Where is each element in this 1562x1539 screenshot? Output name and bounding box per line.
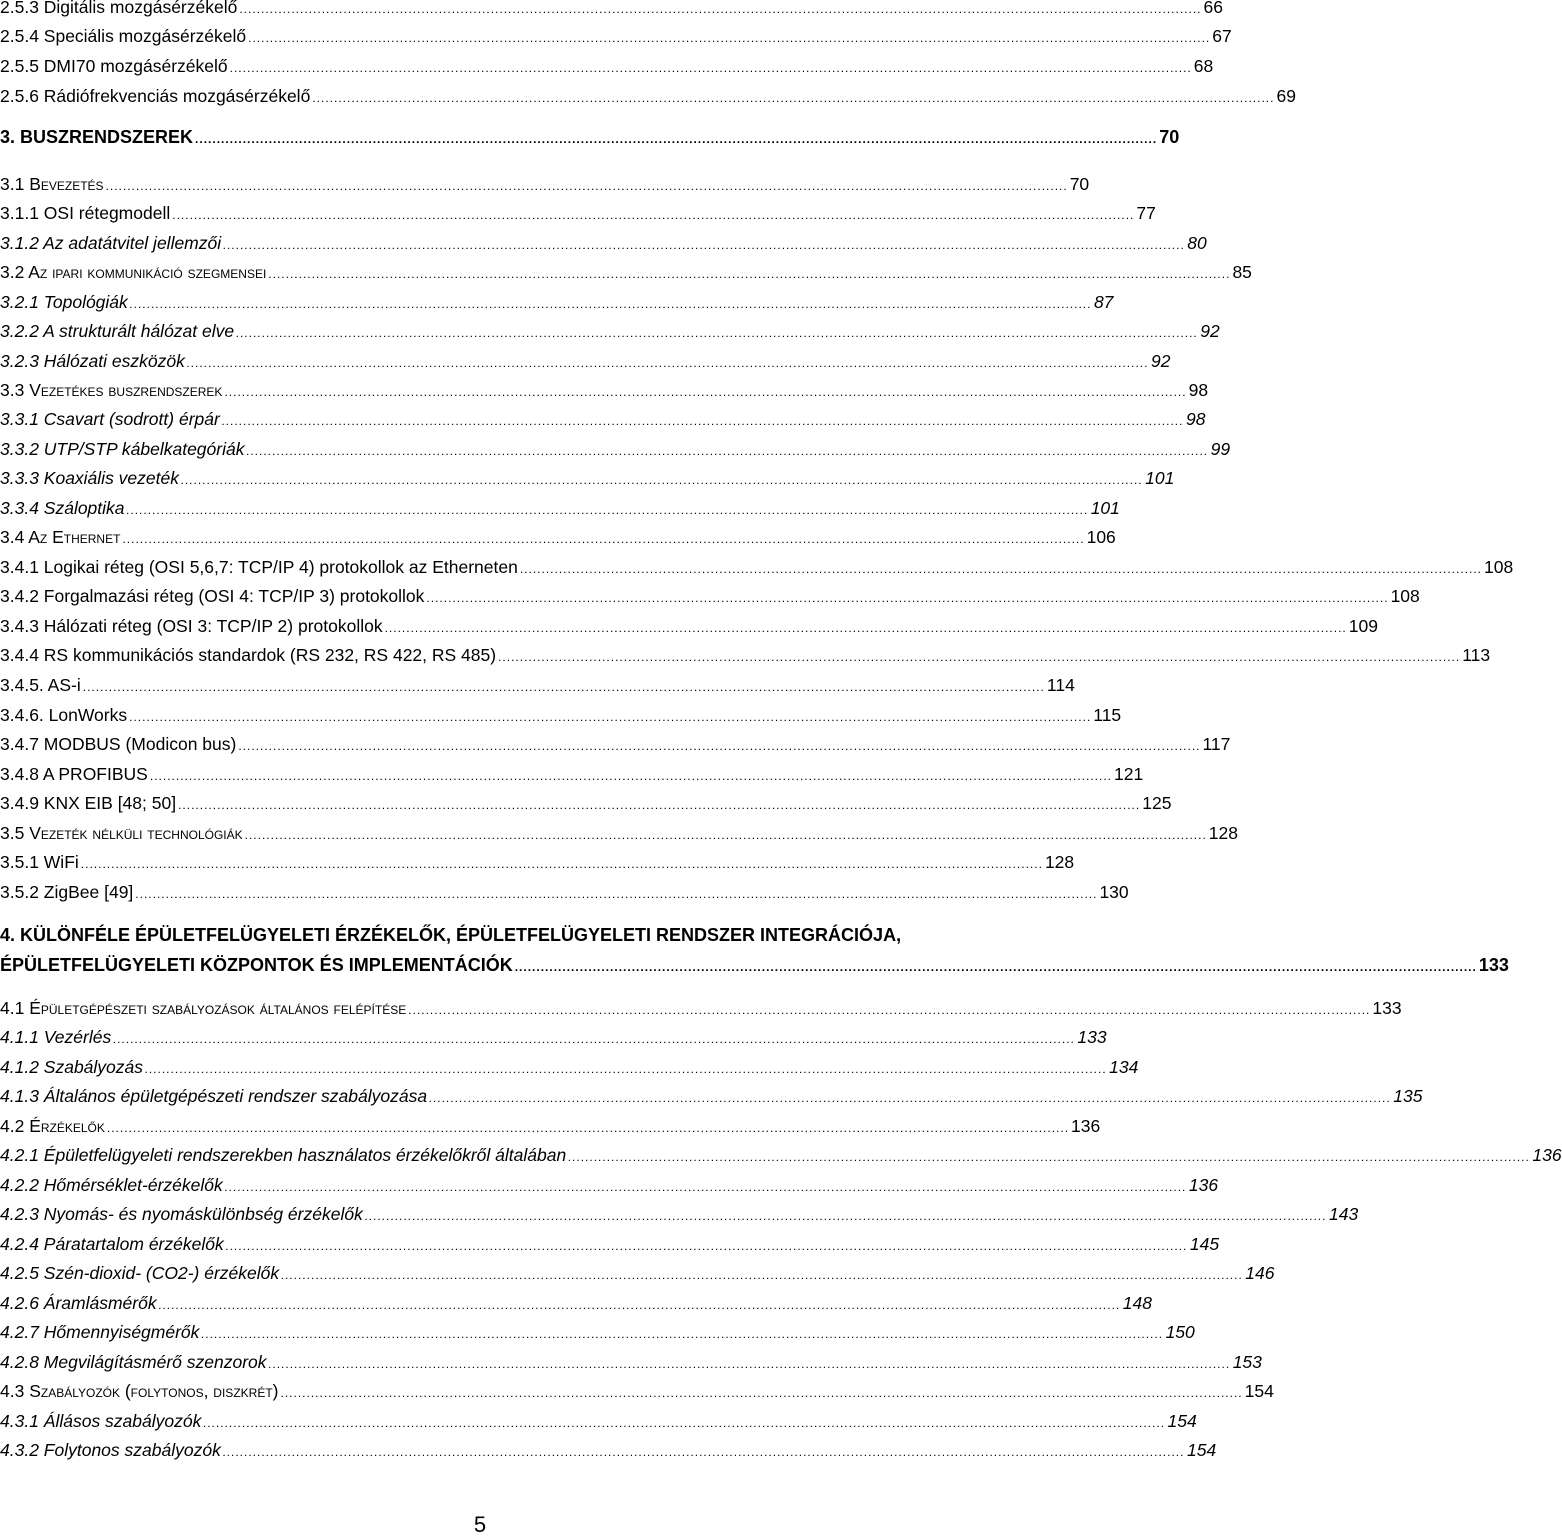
toc-entry-title: 3.1.1 OSI rétegmodell xyxy=(0,203,171,223)
dot-leader: .............................................................................................................................................................................................................................. xyxy=(203,1416,1166,1430)
toc-entry-page: 80 xyxy=(1187,233,1207,253)
toc-entry[interactable] xyxy=(0,879,1129,905)
toc-entry-page: 115 xyxy=(1093,705,1122,725)
dot-leader: .............................................................................................................................................................................................................................. xyxy=(224,385,1187,399)
toc-entry[interactable] xyxy=(0,406,1206,432)
dot-leader: .............................................................................................................................................................................................................................. xyxy=(122,532,1085,546)
toc-entry[interactable] xyxy=(0,613,1378,639)
toc-entry-page: 154 xyxy=(1244,1381,1274,1401)
toc-entry-page: 117 xyxy=(1202,734,1231,754)
toc-entry-page: 109 xyxy=(1348,616,1378,636)
dot-leader: .............................................................................................................................................................................................................................. xyxy=(408,1003,1371,1017)
dot-leader: .............................................................................................................................................................................................................................. xyxy=(519,562,1482,576)
toc-entry-page: 128 xyxy=(1044,852,1075,872)
toc-entry-page: 87 xyxy=(1093,292,1114,312)
dot-leader: .............................................................................................................................................................................................................................. xyxy=(364,1209,1327,1223)
dot-leader: .............................................................................................................................................................................................................................. xyxy=(280,1386,1243,1400)
dot-leader: .............................................................................................................................................................................................................................. xyxy=(178,798,1141,812)
dot-leader: .............................................................................................................................................................................................................................. xyxy=(514,960,1477,974)
toc-entry-page: 128 xyxy=(1208,823,1238,843)
toc-entry-title: 2.5.6 Rádiófrekvenciás mozgásérzékelő xyxy=(0,86,311,106)
toc-entry-title: ÉPÜLETFELÜGYELETI KÖZPONTOK ÉS IMPLEMENTÁCIÓK xyxy=(0,955,513,975)
toc-entry-page: 136 xyxy=(1532,1145,1562,1165)
toc-entry-page: 135 xyxy=(1393,1086,1423,1106)
toc-entry[interactable] xyxy=(0,820,1238,846)
toc-entry-title: 3.4 Az Ethernet xyxy=(0,527,121,547)
dot-leader: .............................................................................................................................................................................................................................. xyxy=(80,857,1043,871)
toc-entry-title: 3.3 Vezetékes buszrendszerek xyxy=(0,380,223,400)
toc-entry-page: 66 xyxy=(1203,0,1223,17)
dot-leader: .............................................................................................................................................................................................................................. xyxy=(239,2,1202,16)
toc-entry[interactable] xyxy=(0,348,1171,374)
toc-entry[interactable] xyxy=(0,230,1207,256)
toc-entry-page: 101 xyxy=(1090,498,1120,518)
toc-entry[interactable] xyxy=(0,23,1232,49)
dot-leader: .............................................................................................................................................................................................................................. xyxy=(244,828,1207,842)
dot-leader: .............................................................................................................................................................................................................................. xyxy=(186,356,1149,370)
toc-entry[interactable] xyxy=(0,436,1231,462)
toc-entry-page: 121 xyxy=(1114,764,1144,784)
toc-entry-title: 4.2.2 Hőmérséklet-érzékelők xyxy=(0,1175,223,1195)
toc-entry-title: 4.1.2 Szabályozás xyxy=(0,1057,144,1077)
toc-entry-page: 153 xyxy=(1232,1352,1262,1372)
toc-entry-title: 3.3.1 Csavart (sodrott) érpár xyxy=(0,409,220,429)
toc-entry-page: 114 xyxy=(1046,675,1075,695)
toc-entry-title: 3.5.2 ZigBee [49] xyxy=(0,882,134,902)
toc-entry-page: 133 xyxy=(1077,1027,1107,1047)
toc-entry[interactable] xyxy=(0,259,1252,285)
toc-entry-page: 70 xyxy=(1069,174,1090,194)
toc-entry-page: 67 xyxy=(1212,26,1232,46)
dot-leader: .............................................................................................................................................................................................................................. xyxy=(181,473,1144,487)
toc-entry-page: 98 xyxy=(1185,409,1206,429)
dot-leader: .............................................................................................................................................................................................................................. xyxy=(172,208,1135,222)
toc-entry[interactable] xyxy=(0,1319,1195,1345)
dot-leader: .............................................................................................................................................................................................................................. xyxy=(268,267,1231,281)
toc-entry-page: 106 xyxy=(1086,527,1116,547)
dot-leader: .............................................................................................................................................................................................................................. xyxy=(426,591,1389,605)
toc-entry-title: 3.1 Bevezetés xyxy=(0,174,104,194)
dot-leader: .............................................................................................................................................................................................................................. xyxy=(201,1327,1164,1341)
toc-entry-title: 2.5.3 Digitális mozgásérzékelő xyxy=(0,0,238,17)
dot-leader: .............................................................................................................................................................................................................................. xyxy=(145,1062,1108,1076)
toc-entry-title: 3.4.1 Logikai réteg (OSI 5,6,7: TCP/IP 4) protokollok az Etherneten xyxy=(0,557,518,577)
toc-entry[interactable] xyxy=(0,554,1514,580)
toc-entry-title: 4.3.1 Állásos szabályozók xyxy=(0,1411,202,1431)
toc-entry-page: 99 xyxy=(1210,439,1231,459)
dot-leader: .............................................................................................................................................................................................................................. xyxy=(246,444,1209,458)
toc-entry[interactable] xyxy=(0,0,1223,20)
toc-entry[interactable] xyxy=(0,465,1175,491)
dot-leader: .............................................................................................................................................................................................................................. xyxy=(429,1091,1392,1105)
toc-entry-page: 143 xyxy=(1328,1204,1359,1224)
dot-leader: .............................................................................................................................................................................................................................. xyxy=(129,297,1092,311)
dot-leader: .............................................................................................................................................................................................................................. xyxy=(222,1445,1185,1459)
toc-entry-page: 146 xyxy=(1245,1263,1275,1283)
toc-entry-title: 4.2.6 Áramlásmérők xyxy=(0,1293,157,1313)
dot-leader: .............................................................................................................................................................................................................................. xyxy=(384,621,1347,635)
toc-entry-title: 3.5.1 WiFi xyxy=(0,852,79,872)
dot-leader: .............................................................................................................................................................................................................................. xyxy=(238,739,1201,753)
toc-entry-title: 3.3.3 Koaxiális vezeték xyxy=(0,468,179,488)
dot-leader: .............................................................................................................................................................................................................................. xyxy=(105,179,1068,193)
dot-leader: .............................................................................................................................................................................................................................. xyxy=(135,887,1098,901)
toc-entry-title: 4.3.2 Folytonos szabályozók xyxy=(0,1440,221,1460)
toc-entry-page: 145 xyxy=(1189,1234,1220,1254)
toc-entry[interactable] xyxy=(0,995,1402,1021)
toc-entry[interactable] xyxy=(0,1024,1107,1050)
toc-entry[interactable] xyxy=(0,1142,1562,1168)
toc-entry[interactable] xyxy=(0,171,1090,197)
toc-entry[interactable] xyxy=(0,1054,1139,1080)
toc-entry[interactable] xyxy=(0,495,1120,521)
toc-entry-page: 136 xyxy=(1188,1175,1219,1195)
dot-leader: .............................................................................................................................................................................................................................. xyxy=(224,1180,1187,1194)
toc-entry-title: 4.2.4 Páratartalom érzékelők xyxy=(0,1234,224,1254)
toc-entry-title: 3.4.2 Forgalmazási réteg (OSI 4: TCP/IP 3) protokollok xyxy=(0,586,425,606)
dot-leader: .............................................................................................................................................................................................................................. xyxy=(149,769,1113,783)
toc-entry-page: 85 xyxy=(1232,262,1252,282)
toc-entry-page: 108 xyxy=(1484,557,1514,577)
toc-entry[interactable] xyxy=(0,200,1156,226)
toc-entry[interactable] xyxy=(0,318,1220,344)
dot-leader: .............................................................................................................................................................................................................................. xyxy=(113,1032,1076,1046)
toc-entry-page: 92 xyxy=(1200,321,1220,341)
dot-leader: .............................................................................................................................................................................................................................. xyxy=(129,710,1092,724)
toc-entry-title: 4.1.3 Általános épületgépészeti rendszer szabályozása xyxy=(0,1086,428,1106)
toc-entry-page: 98 xyxy=(1188,380,1209,400)
toc-entry-title: 3.4.3 Hálózati réteg (OSI 3: TCP/IP 2) protokollok xyxy=(0,616,383,636)
toc-entry-title: 4.2.1 Épületfelügyeleti rendszerekben használatos érzékelőkről általában xyxy=(0,1145,567,1165)
toc-entry-title: 4.2.3 Nyomás- és nyomáskülönbség érzékelők xyxy=(0,1204,363,1224)
toc-entry-page: 133 xyxy=(1478,955,1509,975)
toc-entry-title: 4.2.7 Hőmennyiségmérők xyxy=(0,1322,200,1342)
toc-entry[interactable] xyxy=(0,377,1209,403)
toc-entry[interactable] xyxy=(0,731,1231,757)
toc-entry-title: 3.4.4 RS kommunikációs standardok (RS 232, RS 422, RS 485) xyxy=(0,645,497,665)
dot-leader: .............................................................................................................................................................................................................................. xyxy=(236,326,1199,340)
toc-entry-title: 3.1.2 Az adatátvitel jellemzői xyxy=(0,233,222,253)
toc-entry-title: 4. KÜLÖNFÉLE ÉPÜLETFELÜGYELETI ÉRZÉKELŐK, ÉPÜLETFELÜGYELETI RENDSZER INTEGRÁCIÓJA, xyxy=(0,925,902,945)
toc-entry-page: 125 xyxy=(1142,793,1172,813)
toc-entry[interactable] xyxy=(0,642,1491,668)
toc-entry[interactable] xyxy=(0,1083,1423,1109)
toc-entry[interactable] xyxy=(0,1113,1101,1139)
toc-entry[interactable] xyxy=(0,124,1180,150)
toc-entry[interactable] xyxy=(0,1201,1359,1227)
toc-entry-title: 2.5.4 Speciális mozgásérzékelő xyxy=(0,26,247,46)
toc-entry-page: 134 xyxy=(1109,1057,1139,1077)
toc-entry[interactable] xyxy=(0,1172,1219,1198)
dot-leader: .............................................................................................................................................................................................................................. xyxy=(126,503,1089,517)
toc-entry-title: 3.4.9 KNX EIB [48; 50] xyxy=(0,793,177,813)
toc-entry-title: 3.2.2 A strukturált hálózat elve xyxy=(0,321,235,341)
toc-entry-title: 3.2.3 Hálózati eszközök xyxy=(0,351,185,371)
dot-leader: .............................................................................................................................................................................................................................. xyxy=(248,31,1211,45)
toc-entry-title: 3.3.2 UTP/STP kábelkategóriák xyxy=(0,439,245,459)
dot-leader: .............................................................................................................................................................................................................................. xyxy=(225,1239,1188,1253)
toc-entry-title: 3.4.6. LonWorks xyxy=(0,705,128,725)
toc-entry-title: 3.3.4 Száloptika xyxy=(0,498,125,518)
toc-entry[interactable] xyxy=(0,761,1144,787)
dot-leader: .............................................................................................................................................................................................................................. xyxy=(82,680,1045,694)
toc-entry-title: 4.1.1 Vezérlés xyxy=(0,1027,112,1047)
dot-leader: .............................................................................................................................................................................................................................. xyxy=(158,1298,1121,1312)
toc-entry-page: 70 xyxy=(1159,127,1180,147)
dot-leader: .............................................................................................................................................................................................................................. xyxy=(312,91,1275,105)
toc-entry[interactable] xyxy=(0,672,1075,698)
toc-entry-page: 77 xyxy=(1136,203,1156,223)
toc-entry-page: 154 xyxy=(1167,1411,1197,1431)
toc-entry-title: 4.3 Szabályozók (folytonos, diszkrét) xyxy=(0,1381,279,1401)
toc-entry[interactable] xyxy=(0,524,1116,550)
dot-leader: .............................................................................................................................................................................................................................. xyxy=(268,1357,1231,1371)
toc-entry-page: 108 xyxy=(1390,586,1420,606)
dot-leader: .............................................................................................................................................................................................................................. xyxy=(498,650,1461,664)
toc-entry[interactable] xyxy=(0,702,1122,728)
toc-entry-page: 69 xyxy=(1276,86,1296,106)
toc-entry-title: 2.5.5 DMI70 mozgásérzékelő xyxy=(0,56,228,76)
toc-entry[interactable] xyxy=(0,849,1075,875)
dot-leader: .............................................................................................................................................................................................................................. xyxy=(281,1268,1244,1282)
toc-entry-title: 4.2 Érzékelők xyxy=(0,1116,105,1136)
toc-entry[interactable] xyxy=(0,83,1296,109)
toc-entry-title: 3.4.8 A PROFIBUS xyxy=(0,764,148,784)
toc-entry-page: 148 xyxy=(1122,1293,1152,1313)
toc-entry[interactable] xyxy=(0,952,1509,978)
toc-entry-page: 133 xyxy=(1372,998,1402,1018)
toc-entry-title: 4.1 Épületgépészeti szabályozások általános felépítése xyxy=(0,998,407,1018)
toc-entry-page: 130 xyxy=(1099,882,1129,902)
toc-entry-title: 3.4.7 MODBUS (Modicon bus) xyxy=(0,734,237,754)
toc-entry-page: 101 xyxy=(1145,468,1175,488)
toc-entry[interactable] xyxy=(0,1260,1275,1286)
dot-leader: .............................................................................................................................................................................................................................. xyxy=(221,414,1184,428)
dot-leader: .............................................................................................................................................................................................................................. xyxy=(106,1121,1070,1135)
dot-leader: .............................................................................................................................................................................................................................. xyxy=(568,1150,1531,1164)
page-number: 5 xyxy=(473,1512,487,1537)
toc-entry[interactable] xyxy=(0,53,1214,79)
toc-entry[interactable] xyxy=(0,583,1420,609)
toc-entry-title: 3. BUSZRENDSZEREK xyxy=(0,127,194,147)
dot-leader: .............................................................................................................................................................................................................................. xyxy=(223,238,1186,252)
toc-entry[interactable] xyxy=(0,1408,1197,1434)
toc-entry[interactable] xyxy=(0,1290,1152,1316)
toc-entry[interactable] xyxy=(0,1349,1262,1375)
dot-leader: .............................................................................................................................................................................................................................. xyxy=(195,132,1158,146)
toc-entry-title: 3.2 Az ipari kommunikáció szegmensei xyxy=(0,262,267,282)
toc-entry-title: 4.2.5 Szén-dioxid- (CO2-) érzékelők xyxy=(0,1263,280,1283)
dot-leader: .............................................................................................................................................................................................................................. xyxy=(229,61,1192,75)
toc-entry xyxy=(0,922,954,948)
toc-entry-title: 3.2.1 Topológiák xyxy=(0,292,128,312)
toc-entry[interactable] xyxy=(0,790,1172,816)
toc-entry-page: 92 xyxy=(1150,351,1171,371)
toc-entry-page: 150 xyxy=(1165,1322,1195,1342)
toc-entry[interactable] xyxy=(0,289,1114,315)
toc-entry-title: 3.4.5. AS-i xyxy=(0,675,81,695)
toc-entry[interactable] xyxy=(0,1231,1220,1257)
toc-entry-page: 154 xyxy=(1186,1440,1217,1460)
toc-entry-page: 68 xyxy=(1193,56,1214,76)
toc-entry[interactable] xyxy=(0,1437,1217,1463)
toc-entry[interactable] xyxy=(0,1378,1274,1404)
toc-entry-page: 136 xyxy=(1071,1116,1101,1136)
toc-entry-page: 113 xyxy=(1462,645,1491,665)
toc-entry-title: 3.5 Vezeték nélküli technológiák xyxy=(0,823,243,843)
toc-entry-title: 4.2.8 Megvilágításmérő szenzorok xyxy=(0,1352,267,1372)
